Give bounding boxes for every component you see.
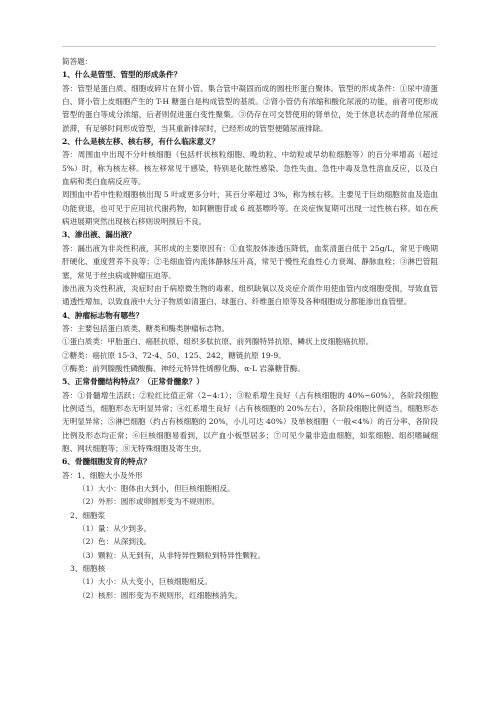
section-paragraph: ①蛋白质类：甲胎蛋白、癌胚抗原、组织多肽抗原、前列腺特异抗原、鳞状上皮细胞癌抗原。 [62, 337, 374, 347]
section-paragraph: 答：①骨髓增生活跃；②粒红比值正常（2~4:1）；③粒系增生良好（占有核细胞的 40%~60%），各阶段细胞比例适当，细胞形态无明显异常；④红系增生良好（占有核细胞的 20%左右），各阶段细胞比例适当，细胞形态无明显异常；⑤淋巴细胞（约占有核细胞的 20%，小儿可达 40%）及单核细胞（一般<4%）的百分率、各阶段比例及形态均正常；⑥巨核细胞易看到，以产血小板型居多；⑦可见少量非造血细胞，如浆细胞、组织嗜碱细胞、网状细胞等；⑧无特殊细胞及寄生虫。 [62, 390, 438, 453]
outline-line: 3、细胞核 [70, 564, 106, 574]
outline-line: （1）大小：从大变小，巨核细胞相反。 [78, 577, 212, 587]
section-heading: 4、肿瘤标志物有哪些？ [62, 310, 144, 320]
outline-line: （1）量：从少到多。 [78, 524, 152, 534]
section-paragraph: 周围血中若中性粒细胞核出现 5 叶或更多分叶，其百分率超过 3%，称为核右移。主要见于巨幼细胞贫血及造血功能衰退，也可见于应用抗代谢药物，如阿糖胞苷或 6 巯基嘌呤等。在炎症恢复期可出现一过性核右移。如在疾病进展期突然出现核右移则说明预后不良。 [62, 190, 438, 227]
section-heading: 3、渗出液、漏出液？ [62, 230, 136, 240]
section-heading: 5、正常骨髓结构特点？（正常骨髓象？） [62, 377, 204, 387]
document-body [62, 55, 438, 602]
section-heading: 6、骨髓细胞发育的特点？ [62, 457, 151, 467]
section-paragraph: 答：周围血中出现不分叶核细胞（包括杆状核粒细胞、晚幼粒、中幼粒或早幼粒细胞等）的百分率增高（超过 5%）时，称为核左移。核左移常见于感染，特别是化脓性感染、急性失血、急性中毒及急性溶血反应，以及白血病和类白血病反应等。 [62, 150, 438, 187]
outline-line: （1）大小：胞体由大到小，但巨核细胞相反。 [78, 484, 235, 493]
outline-line: （2）核形：圆形变为不规则形，红细胞核消失。 [78, 590, 243, 600]
outline-line: （2）色：从深到浅。 [78, 537, 152, 547]
doc-title: 简答题： [62, 57, 93, 66]
outline-line: 2、细胞浆 [70, 510, 106, 520]
header-rule [62, 46, 436, 47]
section-heading: 2、什么是核左移、核右移，有什么临床意义？ [62, 137, 220, 147]
outline-line: 答：1、细胞大小及外形 [62, 470, 143, 480]
section-paragraph: 答：漏出液为非炎性积液，其形成的主要原因有：①血浆胶体渗透压降低，血浆清蛋白低于 25g/L，常见于晚期肝硬化、重度营养不良等；②毛细血管内流体静脉压升高，常见于慢性充血性心力衰竭、静脉血栓；③淋巴管阻塞，常见于丝虫病或肿瘤压迫等。 [62, 243, 438, 280]
section-paragraph: 答：主要包括蛋白质类、糖类和酶类肿瘤标志物。 [62, 323, 230, 333]
outline-line: （2）外形：圆形或卵圆形变为不规则形。 [78, 497, 220, 507]
section-paragraph: ③酶类：前列腺酸性磷酸酶、神经元特异性烯醇化酶、α-L 岩藻糖苷酶。 [62, 363, 305, 373]
section-heading: 1、什么是管型、管型的形成条件？ [62, 70, 182, 80]
section-paragraph: ②糖类：癌抗原 15-3、72-4、50、125、242，糖链抗原 19-9。 [62, 350, 286, 360]
section-paragraph: 答：管型是蛋白质、细胞或碎片在肾小管、集合管中凝固而成的圆柱形蛋白聚体。管型的形成条件：①尿中清蛋白、肾小管上皮细胞产生的 T-H 糖蛋白是构成管型的基质。②肾小管仍有浓缩和酸化尿液的功能，前者可使形成管型的蛋白等成分浓缩，后者则促进蛋白变性聚集。③仍存在可交替使用的肾单位，处于休息状态的肾单位尿液淤滞，有足够时间形成管型，当其重新排尿时，已经形成的管型便随尿液排除。 [62, 83, 438, 133]
section-paragraph: 渗出液为炎性积液，炎症时由于病原微生物的毒素、组织缺氧以及炎症介质作用使血管内皮细胞受损，导致血管通透性增加，以致血液中大分子物质如清蛋白、球蛋白、纤维蛋白原等及各种细胞成分都能渗出血管壁。 [62, 283, 438, 307]
outline-line: （3）颗粒：从无到有，从非特异性颗粒到特异性颗粒。 [78, 550, 266, 560]
